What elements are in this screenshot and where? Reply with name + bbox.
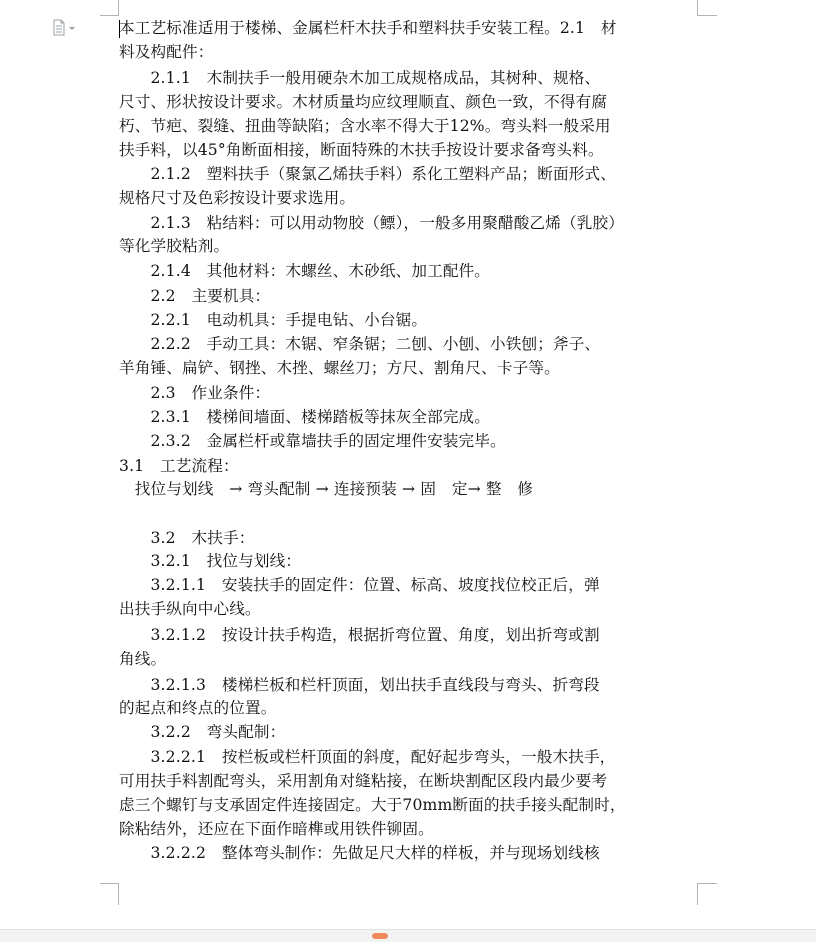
document-line: 角线。 xyxy=(119,650,167,668)
crop-mark-top-right-horizontal xyxy=(697,15,717,16)
document-line: 2.1.3 粘结料：可以用动物胶（鳔），一般多用聚醋酸乙烯（乳胶） xyxy=(119,214,624,232)
scroll-indicator[interactable] xyxy=(372,933,388,939)
document-line: 羊角锤、扁铲、钢挫、木挫、螺丝刀；方尺、割角尺、卡子等。 xyxy=(119,359,560,377)
document-line: 2.1.1 木制扶手一般用硬杂木加工成规格成品，其树种、规格、 xyxy=(119,69,601,87)
document-line: 等化学胶粘剂。 xyxy=(119,237,230,255)
chevron-down-icon xyxy=(69,27,75,30)
document-line: 3.2.2.1 按栏板或栏杆顶面的斜度，配好起步弯头，一般木扶手， xyxy=(119,748,616,766)
document-line: 找位与划线 → 弯头配制 → 连接预装 → 固 定→ 整 修 xyxy=(119,480,534,498)
document-line: 3.2.1.2 按设计扶手构造，根据折弯位置、角度，划出折弯或割 xyxy=(119,626,600,644)
crop-mark-bottom-right-vertical xyxy=(697,883,698,905)
document-icon[interactable] xyxy=(52,19,78,37)
crop-mark-top-left-horizontal xyxy=(100,15,118,16)
document-line: 2.2.1 电动机具：手提电钻、小台锯。 xyxy=(119,311,428,329)
document-line: 规格尺寸及色彩按设计要求选用。 xyxy=(119,189,356,207)
document-line: 料及构配件： xyxy=(119,43,214,61)
crop-mark-top-right-vertical xyxy=(697,0,698,16)
document-line: 尺寸、形状按设计要求。木材质量均应纹理顺直、颜色一致，不得有腐 xyxy=(119,93,608,111)
document-line: 2.3.2 金属栏杆或靠墙扶手的固定埋件安装完毕。 xyxy=(119,432,506,450)
crop-mark-bottom-left-horizontal xyxy=(100,883,119,884)
document-line: 本工艺标准适用于楼梯、金属栏杆木扶手和塑料扶手安装工程。2.1 材 xyxy=(119,19,617,37)
document-line: 2.3.1 楼梯间墙面、楼梯踏板等抹灰全部完成。 xyxy=(119,408,491,426)
document-line: 3.2 木扶手： xyxy=(119,529,255,547)
document-line: 3.2.1.1 安装扶手的固定件：位置、标高、坡度找位校正后，弹 xyxy=(119,576,600,594)
document-line: 2.1.2 塑料扶手（聚氯乙烯扶手料）系化工塑料产品；断面形式、 xyxy=(119,165,616,183)
crop-mark-bottom-right-horizontal xyxy=(697,883,717,884)
document-line: 3.2.2 弯头配制： xyxy=(119,723,286,741)
document-line: 2.2.2 手动工具：木锯、窄条锯；二刨、小刨、小铁刨；斧子、 xyxy=(119,335,601,353)
document-line: 2.1.4 其他材料：木螺丝、木砂纸、加工配件。 xyxy=(119,262,491,280)
document-line: 虑三个螺钉与支承固定件连接固定。大于70mm断面的扶手接头配制时， xyxy=(119,796,626,814)
document-line: 的起点和终点的位置。 xyxy=(119,699,277,717)
document-line: 可用扶手料割配弯头，采用割角对缝粘接，在断块割配区段内最少要考 xyxy=(119,772,608,790)
document-line: 扶手料，以45°角断面相接，断面特殊的木扶手按设计要求备弯头料。 xyxy=(119,141,604,159)
document-line: 3.2.2.2 整体弯头制作：先做足尺大样的样板，并与现场划线核 xyxy=(119,844,600,862)
bottom-scroll-strip xyxy=(0,929,816,942)
document-line: 3.2.1.3 楼梯栏板和栏杆顶面，划出扶手直线段与弯头、折弯段 xyxy=(119,676,600,694)
document-line: 3.1 工艺流程： xyxy=(119,457,239,475)
document-line: 出扶手纵向中心线。 xyxy=(119,600,261,618)
crop-mark-top-left-vertical xyxy=(118,0,119,16)
crop-mark-bottom-left-vertical xyxy=(118,883,119,905)
document-line: 2.2 主要机具： xyxy=(119,287,271,305)
document-line: 朽、节疤、裂缝、扭曲等缺陷；含水率不得大于12%。弯头料一般采用 xyxy=(119,117,611,135)
document-line: 除粘结外，还应在下面作暗榫或用铁件铆固。 xyxy=(119,820,434,838)
document-line: 2.3 作业条件： xyxy=(119,384,271,402)
document-line: 3.2.1 找位与划线： xyxy=(119,552,302,570)
